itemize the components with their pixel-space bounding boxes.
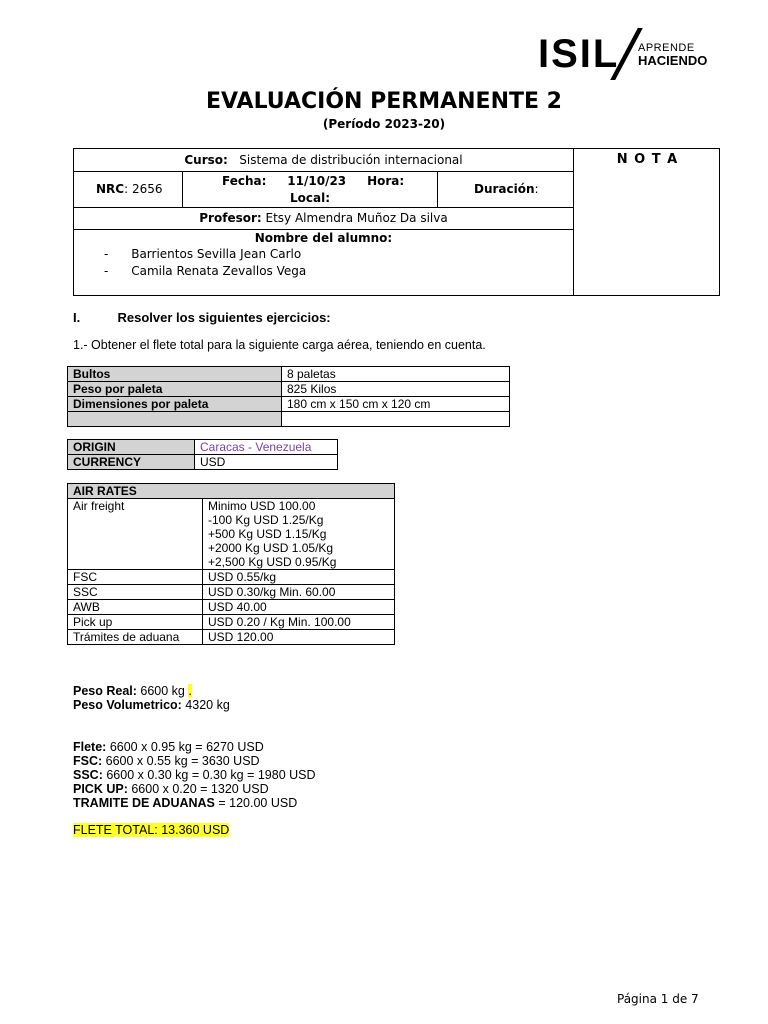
calc-label: SSC: [73,768,103,782]
table-row [68,412,510,427]
rate-label: SSC [68,585,203,600]
air-rates-header: AIR RATES [68,484,395,499]
fecha-field [222,174,404,188]
rate-value: USD 0.55/kg [203,570,395,585]
table-row [68,600,395,615]
fecha-label: Fecha: [222,174,267,188]
highlight-mark: . [188,684,192,698]
calculation-block [73,740,316,810]
origin-table [67,439,338,470]
profesor-label: Profesor: [199,211,262,225]
calc-value: 6600 x 0.20 = 1320 USD [127,782,269,796]
nota-divider [573,149,574,296]
calc-label: PICK UP: [73,782,128,796]
row-divider [74,171,573,172]
section-title: Resolver los siguientes ejercicios: [117,310,331,325]
peso-real-value: 6600 kg [136,684,189,698]
rate-label: Pick up [68,615,203,630]
alumno-label: Nombre del alumno: [254,231,393,245]
cargo-label [68,412,282,427]
duracion-field [474,182,539,196]
calc-label: TRAMITE DE ADUANAS [73,796,215,810]
isil-logo [538,30,718,84]
cargo-label: Peso por paleta [68,382,282,397]
nrc-label: NRC [96,182,125,196]
peso-vol-line [73,698,230,712]
nrc-field [96,182,163,196]
air-freight-label: Air freight [68,499,203,570]
total-line [73,823,229,837]
rate-label: FSC [68,570,203,585]
table-row [68,615,395,630]
curso-value: Sistema de distribución internacional [239,153,463,167]
logo-tagline-2: HACIENDO [638,53,708,68]
cargo-value [282,412,510,427]
duracion-colon: : [534,182,539,196]
calc-line [73,782,316,796]
profesor-value: Etsy Almendra Muñoz Da silva [265,211,448,225]
section-heading [73,310,331,325]
peso-real-label: Peso Real: [73,684,137,698]
origin-label: ORIGIN [68,440,195,455]
rate-line: -100 Kg USD 1.25/Kg [208,513,324,527]
duracion-label: Duración [474,182,535,196]
currency-value: USD [195,455,338,470]
profesor-row [74,211,573,225]
table-row [68,585,395,600]
curso-row [74,153,573,167]
row-divider [74,229,573,230]
peso-real-line [73,684,230,698]
calc-line [73,754,316,768]
row-divider [74,207,573,208]
peso-vol-label: Peso Volumetrico: [73,698,182,712]
local-label: Local: [290,191,331,205]
fecha-value: 11/10/23 [287,174,347,188]
calc-label: Flete: [73,740,107,754]
peso-vol-value: 4320 kg [181,698,230,712]
hora-label: Hora: [367,174,405,188]
student-list [104,247,306,281]
currency-label: CURRENCY [68,455,195,470]
rate-value: USD 0.30/kg Min. 60.00 [203,585,395,600]
calc-value: = 120.00 USD [214,796,298,810]
calc-value: 6600 x 0.95 kg = 6270 USD [106,740,264,754]
rate-line: Minimo USD 100.00 [208,499,316,513]
table-row [68,382,510,397]
question-text: 1.- Obtener el flete total para la siguiente carga aérea, teniendo en cuenta. [73,338,486,352]
calc-value: 6600 x 0.30 kg = 0.30 kg = 1980 USD [102,768,316,782]
cargo-value: 825 Kilos [282,382,510,397]
table-row [68,367,510,382]
cargo-label: Dimensiones por paleta [68,397,282,412]
rate-label: AWB [68,600,203,615]
cargo-label: Bultos [68,367,282,382]
cargo-value: 8 paletas [282,367,510,382]
table-row [68,455,338,470]
rate-value: USD 0.20 / Kg Min. 100.00 [203,615,395,630]
rate-line: +2,500 Kg USD 0.95/Kg [208,555,337,569]
calc-line [73,740,316,754]
table-row [68,440,338,455]
student-item: - Barrientos Sevilla Jean Carlo [104,247,302,261]
student-name: Camila Renata Zevallos Vega [131,264,307,278]
origin-value: Caracas - Venezuela [195,440,338,455]
col-divider [437,171,438,207]
cargo-value: 180 cm x 150 cm x 120 cm [282,397,510,412]
logo-brand: ISIL [538,32,620,76]
calc-line [73,796,316,810]
document-subtitle: (Período 2023-20) [322,117,446,131]
curso-label: Curso: [184,153,228,167]
air-freight-rates [203,499,395,570]
table-row [68,499,395,570]
rate-label: Trámites de aduana [68,630,203,645]
flete-total: FLETE TOTAL: 13.360 USD [73,823,230,837]
rate-line: +500 Kg USD 1.15/Kg [208,527,327,541]
rate-line: +2000 Kg USD 1.05/Kg [208,541,334,555]
rate-value: USD 40.00 [203,600,395,615]
table-row [68,397,510,412]
col-divider [182,171,183,207]
calc-label: FSC: [73,754,103,768]
logo-tagline-1: APRENDE [638,42,695,54]
document-title: EVALUACIÓN PERMANENTE 2 [205,89,562,114]
student-item: - Camila Renata Zevallos Vega [104,264,307,278]
table-row [68,484,395,499]
table-row [68,570,395,585]
rate-value: USD 120.00 [203,630,395,645]
table-row [68,630,395,645]
calc-value: 6600 x 0.55 kg = 3630 USD [102,754,260,768]
weights-block [73,684,230,712]
exam-header-box [73,148,720,296]
air-rates-table [67,483,395,645]
cargo-table [67,366,510,427]
student-name: Barrientos Sevilla Jean Carlo [131,247,302,261]
section-number: I. [73,310,81,325]
calc-line [73,768,316,782]
nota-label: N O T A [616,152,679,167]
nrc-value: : 2656 [124,182,163,196]
page-number: Página 1 de 7 [617,992,699,1006]
